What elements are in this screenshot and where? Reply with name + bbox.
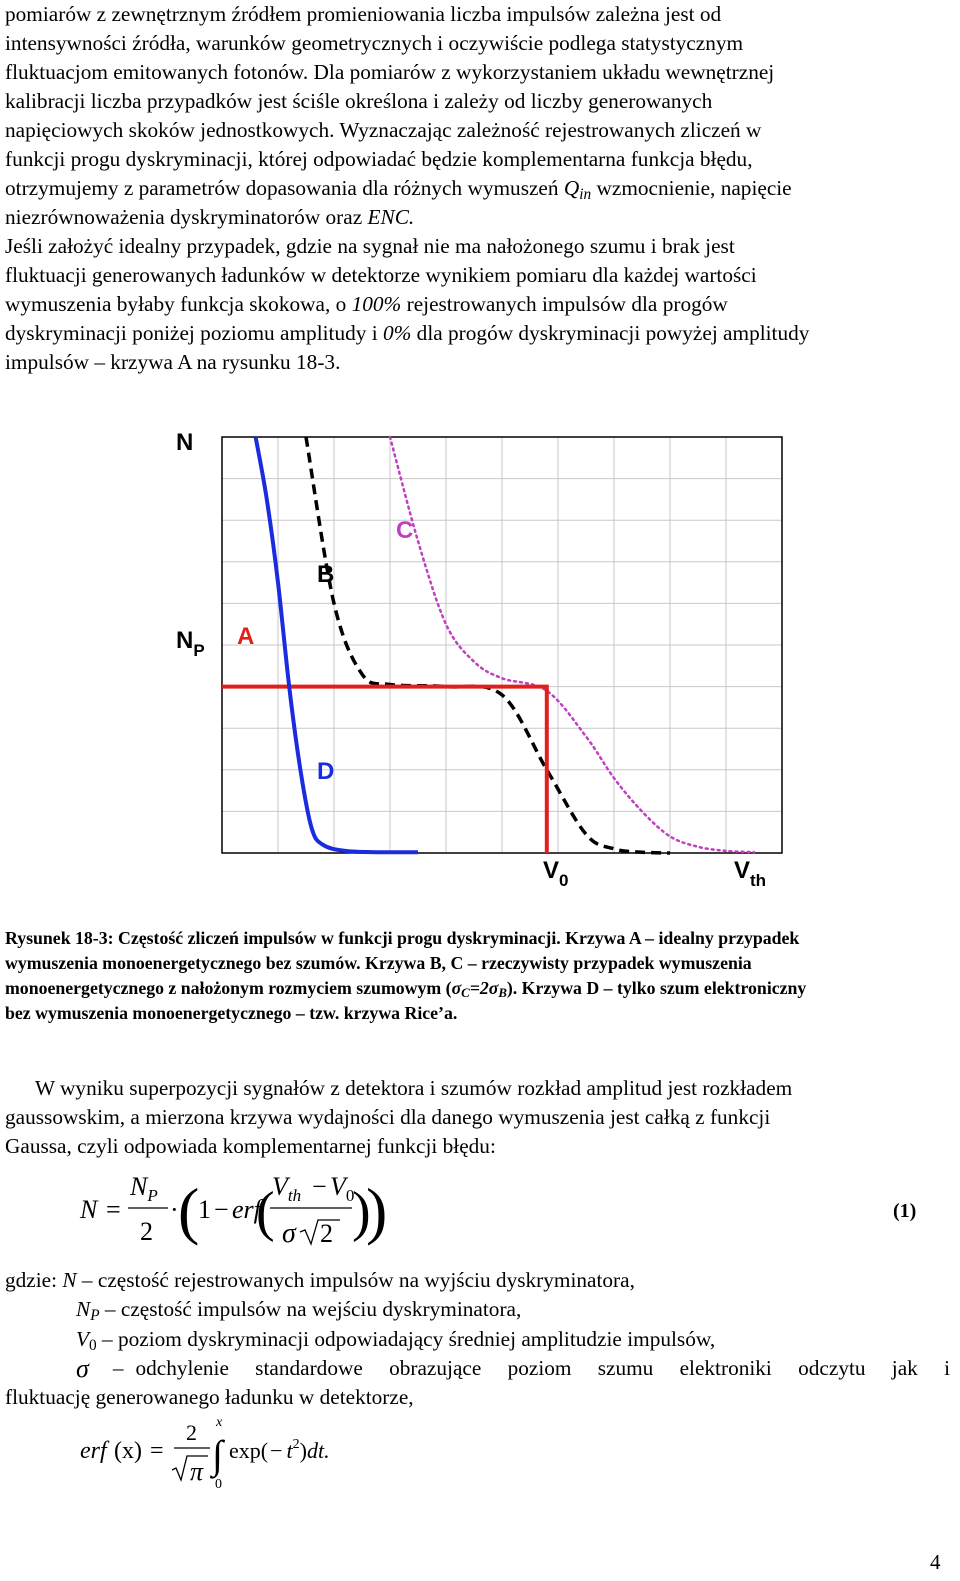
- figure-caption: [5, 926, 950, 1026]
- def-sigma-text-1: odchylenie standardowe obrazujące poziom szumu elektroniki odczytu jak i: [135, 1356, 950, 1380]
- caption-line2: wymuszenia monoenergetycznego bez szumów. Krzywa B, C – rzeczywisty przypadek wymuszenia: [5, 953, 752, 973]
- sigma-b: σ: [488, 978, 499, 998]
- eq-minus-2: −: [312, 1172, 327, 1201]
- p1-line5: napięciowych skoków jednostkowych. Wyznaczając zależność rejestrowanych zliczeń w: [5, 118, 762, 142]
- p1-line7a: otrzymujemy z parametrów dopasowania dla różnych wymuszeń: [5, 176, 564, 200]
- eq-sigma: σ: [282, 1218, 296, 1249]
- paragraph-3: [5, 1074, 950, 1161]
- p3-line3: Gaussa, czyli odpowiada komplementarnej funkcji błędu:: [5, 1134, 496, 1158]
- curve-label-a: A: [237, 623, 255, 650]
- v0-sub: 0: [559, 871, 569, 890]
- eq-two: 2: [140, 1217, 153, 1246]
- np-tick-label: [176, 627, 205, 660]
- v0-main: V: [543, 857, 560, 884]
- eq-np-sub: P: [147, 1186, 158, 1205]
- p1-line8a: niezrównoważenia dyskryminatorów oraz: [5, 205, 368, 229]
- eq-v0-sub: 0: [345, 1186, 355, 1205]
- p1-line7b: wzmocnienie, napięcie: [591, 176, 792, 200]
- eq-two: =2: [469, 978, 489, 998]
- x-axis-label: [734, 857, 766, 890]
- def-sigma-text-2: fluktuację generowanego ładunku w detektorze,: [5, 1385, 414, 1409]
- eq-paren-inner-left: (: [256, 1181, 275, 1243]
- eq-v0-main: V: [330, 1172, 346, 1201]
- caption-line1: Rysunek 18-3: Częstość zliczeń impulsów w funkcji progu dyskryminacji. Krzywa A – idealny przypadek: [5, 928, 800, 948]
- sigma-b-sub: B: [498, 986, 507, 1001]
- vth-main: V: [734, 857, 751, 884]
- p3-line2: gaussowskim, a mierzona krzywa wydajności dla danego wymuszenia jest całką z funkcji: [5, 1105, 771, 1129]
- dash: –: [104, 1297, 116, 1321]
- np-main: N: [176, 627, 194, 654]
- page-number: 4: [930, 1550, 941, 1574]
- erf-lower: 0: [215, 1477, 222, 1492]
- equation-number: (1): [893, 1200, 917, 1222]
- eq-lhs-n: N: [80, 1195, 98, 1224]
- p3-line1: W wyniku superpozycji sygnałów z detektora i szumów rozkład amplitud jest rozkładem: [35, 1076, 793, 1100]
- gdzie-label: gdzie:: [5, 1268, 58, 1292]
- p2-line4b: dla progów dyskryminacji powyżej amplitudy: [411, 321, 810, 345]
- caption-line3: [5, 976, 950, 1001]
- def-v0-symbol: V: [76, 1327, 90, 1351]
- def-n: [5, 1266, 635, 1296]
- eq-v0: [330, 1172, 354, 1205]
- v0-tick-label: [543, 857, 568, 890]
- p1-line6: funkcji progu dyskryminacji, której odpowiadać będzie komplementarna funkcja błędu,: [5, 147, 753, 171]
- q-symbol: Q: [563, 176, 580, 200]
- erf-exp: [229, 1437, 330, 1463]
- eq-np: [129, 1172, 158, 1205]
- erf-exp-open: exp(: [229, 1438, 269, 1463]
- erf-pi: π: [190, 1457, 204, 1486]
- p2-line5: impulsów – krzywa A na rysunku 18-3.: [5, 350, 341, 374]
- def-v0-text: poziom dyskryminacji odpowiadający średniej amplitudzie impulsów,: [112, 1327, 716, 1351]
- pct-0: 0%: [382, 321, 412, 345]
- erf-close: ): [299, 1438, 307, 1463]
- def-n-text: częstość rejestrowanych impulsów na wyjściu dyskryminatora,: [92, 1268, 635, 1292]
- dash: –: [81, 1268, 93, 1292]
- p1-line3: fluktuacjom emitowanych fotonów. Dla pomiarów z wykorzystaniem układu wewnętrznej: [5, 60, 775, 84]
- sigma-c-sub: C: [461, 986, 470, 1001]
- eq-vth-main: V: [272, 1172, 288, 1201]
- erf-num: 2: [186, 1420, 197, 1445]
- caption-line3b: ). Krzywa D – tylko szum elektroniczny: [506, 978, 807, 998]
- def-np-sub: P: [90, 1306, 100, 1324]
- eq-np-main: N: [130, 1172, 148, 1201]
- dash: –: [112, 1356, 124, 1380]
- def-v0: [76, 1325, 715, 1355]
- eq-vth-sub: th: [287, 1186, 302, 1205]
- erf-upper: x: [216, 1415, 223, 1430]
- chart-grid: [222, 437, 782, 853]
- def-np-symbol: N: [76, 1297, 91, 1321]
- caption-line4: bez wymuszenia monoenergetycznego – tzw. krzywa Rice’a.: [5, 1003, 458, 1023]
- q-subscript: in: [579, 185, 592, 203]
- eq-one: 1: [198, 1195, 211, 1224]
- equation-1: [0, 1150, 960, 1260]
- def-np-text: częstość impulsów na wejściu dyskryminatora,: [115, 1297, 522, 1321]
- erf-t: t: [286, 1438, 293, 1463]
- p1-line1: pomiarów z zewnętrznym źródłem promieniowania liczba impulsów zależna jest od: [5, 2, 722, 26]
- p2-line3b: rejestrowanych impulsów dla progów: [401, 292, 728, 316]
- def-sigma-cont: [5, 1383, 414, 1413]
- eq-sqrt-two: 2: [320, 1219, 333, 1248]
- y-axis-label: N: [176, 429, 194, 456]
- def-np: [76, 1295, 521, 1325]
- erf-equals: =: [150, 1438, 164, 1464]
- p2-line1: Jeśli założyć idealny przypadek, gdzie na sygnał nie ma nałożonego szumu i brak jest: [5, 234, 735, 258]
- erf-definition: [0, 1412, 600, 1492]
- pct-100: 100%: [351, 292, 402, 316]
- def-v0-sub: 0: [89, 1336, 97, 1354]
- enc-term: ENC.: [367, 205, 415, 229]
- eq-dot: ·: [170, 1195, 179, 1224]
- def-sigma: [76, 1354, 950, 1384]
- erf-minus: −: [270, 1438, 283, 1463]
- eq-vth: [272, 1172, 301, 1205]
- eq-minus: −: [214, 1195, 229, 1224]
- def-sigma-symbol: σ: [76, 1354, 89, 1383]
- eq-equals: =: [106, 1195, 121, 1224]
- erf-integral: ∫: [212, 1432, 223, 1477]
- caption-line3a: monoenergetycznego z nałożonym rozmyciem szumowym (: [5, 978, 452, 998]
- eq-erf: erf: [232, 1195, 261, 1224]
- erf-arg: (x): [114, 1438, 142, 1464]
- np-sub: P: [193, 641, 205, 660]
- dash: –: [102, 1327, 113, 1351]
- p2-line4a: dyskryminacji poniżej poziomu amplitudy i: [5, 321, 383, 345]
- curve-label-d: D: [317, 758, 335, 785]
- vth-sub: th: [750, 871, 767, 890]
- p1-line4: kalibracji liczba przypadków jest ściśle określona i zależy od liczby generowanych: [5, 89, 713, 113]
- erf-sq: 2: [292, 1437, 300, 1452]
- eq-paren-left: (: [178, 1175, 200, 1246]
- curve-label-c: C: [396, 517, 414, 544]
- erf-dt: dt.: [306, 1438, 330, 1463]
- curve-label-b: B: [317, 561, 335, 588]
- eq-paren-right: ): [366, 1175, 388, 1246]
- p2-line3a: wymuszenia byłaby funkcja skokowa, o: [5, 292, 352, 316]
- p1-line2: intensywności źródła, warunków geometrycznych i oczywiście podlega statystycznym: [5, 31, 744, 55]
- p2-line2: fluktuacji generowanych ładunków w detektorze wynikiem pomiaru dla każdej wartości: [5, 263, 757, 287]
- eq-paren-inner-right: ): [352, 1181, 371, 1243]
- def-n-symbol: N: [62, 1268, 77, 1292]
- sigma-c: σ: [451, 978, 462, 998]
- erf-lhs: erf: [80, 1438, 107, 1464]
